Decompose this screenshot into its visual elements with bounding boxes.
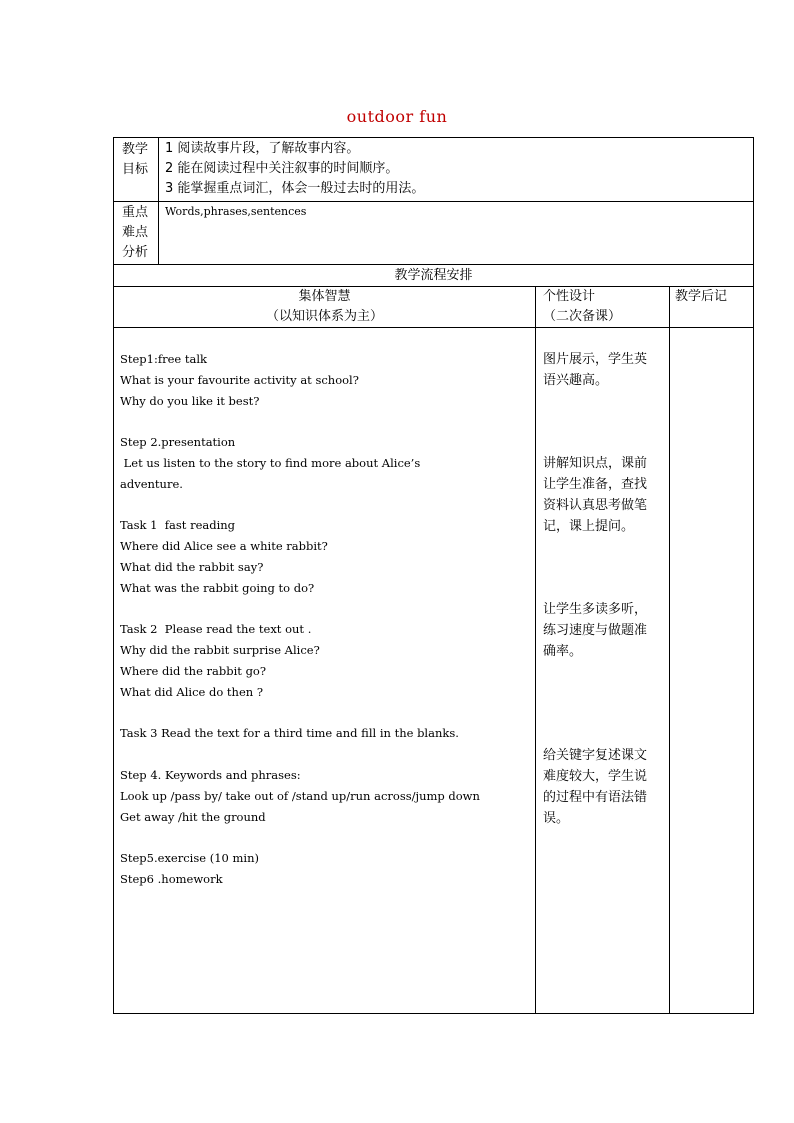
col-header-line: （二次备课） — [543, 309, 622, 324]
step-line: Where did Alice see a white rabbit? — [120, 539, 328, 554]
col-divider — [535, 286, 536, 1013]
note-line: 资料认真思考做笔 — [543, 498, 648, 513]
note-group — [543, 349, 667, 391]
step-line: Step5.exercise (10 min) — [120, 851, 259, 866]
objective-item: 2 能在阅读过程中关注叙事的时间顺序。 — [165, 161, 399, 176]
step-line: Look up /pass by/ take out of /stand up/run across/jump down — [120, 788, 480, 803]
blank-line — [120, 599, 532, 620]
key-points-label-line: 重点 — [121, 205, 148, 220]
blank-line — [120, 703, 532, 724]
objective-item: 3 能掌握重点词汇，体会一般过去时的用法。 — [165, 181, 425, 196]
step-line: Task 2 Please read the text out . — [120, 622, 312, 637]
objectives-label-line: 目标 — [121, 162, 148, 177]
note-group — [543, 745, 667, 829]
blank-line — [120, 495, 532, 516]
notes-block — [543, 349, 667, 391]
col-divider — [669, 286, 670, 1013]
note-line: 图片展示，学生英 — [543, 352, 648, 367]
note-line: 的过程中有语法错 — [543, 790, 648, 805]
objectives-label-line: 教学 — [121, 142, 148, 157]
col-personal-header — [543, 287, 621, 327]
step-line: Step 2.presentation — [120, 435, 236, 450]
note-line: 讲解知识点，课前 — [543, 456, 648, 471]
note-line: 记，课上提问。 — [543, 519, 635, 534]
note-line: 难度较大，学生说 — [543, 769, 648, 784]
col-header-line: 集体智慧 — [298, 289, 351, 304]
note-line: 让学生多读多听， — [543, 602, 648, 617]
blank-line — [120, 827, 532, 848]
row-divider — [114, 327, 753, 328]
step-line: Why did the rabbit surprise Alice? — [120, 643, 320, 658]
key-points-label-line: 难点 — [121, 225, 148, 240]
col-header-line: 个性设计 — [543, 289, 596, 304]
col-collective-header — [114, 287, 535, 327]
notes-block — [543, 745, 667, 829]
step-line: Step1:free talk — [120, 352, 208, 366]
step-line: adventure. — [120, 476, 183, 491]
lesson-plan-table — [113, 137, 754, 1014]
objective-item: 1 阅读故事片段，了解故事内容。 — [165, 141, 360, 156]
step-line: What did Alice do then ? — [120, 684, 263, 699]
key-points-label — [120, 203, 150, 263]
document-title: outdoor fun — [346, 107, 448, 126]
col-reflection-header: 教学后记 — [675, 289, 728, 304]
step-line: Where did the rabbit go? — [120, 663, 267, 678]
note-line: 语兴趣高。 — [543, 373, 609, 388]
step-line: Step 4. Keywords and phrases: — [120, 767, 301, 782]
note-line: 给关键字复述课文 — [543, 748, 648, 763]
teaching-steps — [120, 349, 532, 890]
note-line: 误。 — [543, 811, 570, 826]
col-divider — [158, 138, 159, 264]
step-line: What was the rabbit going to do? — [120, 580, 315, 595]
step-line: Task 1 fast reading — [120, 518, 236, 533]
objectives-list — [165, 139, 424, 199]
step-line: Task 3 Read the text for a third time and fill in the blanks. — [120, 726, 459, 741]
row-divider — [114, 264, 753, 265]
notes-block — [543, 599, 667, 662]
note-line: 让学生准备，查找 — [543, 477, 648, 492]
step-line: Step6 .homework — [120, 871, 223, 886]
blank-line — [120, 744, 532, 765]
step-line: What did the rabbit say? — [120, 559, 264, 574]
note-line: 确率。 — [543, 644, 583, 659]
objectives-label — [120, 140, 150, 180]
col-header-line: （以知识体系为主） — [265, 309, 383, 324]
key-points-label-line: 分析 — [121, 245, 148, 260]
note-line: 练习速度与做题准 — [543, 623, 648, 638]
note-group — [543, 453, 667, 537]
step-line: Let us listen to the story to find more about Alice’s — [120, 455, 421, 470]
step-line: Get away /hit the ground — [120, 809, 266, 824]
note-group — [543, 599, 667, 662]
notes-block — [543, 453, 667, 537]
blank-line — [120, 411, 532, 432]
row-divider — [114, 201, 753, 202]
step-line: What is your favourite activity at school? — [120, 372, 359, 387]
flow-header: 教学流程安排 — [394, 268, 473, 283]
step-line: Why do you like it best? — [120, 393, 260, 408]
key-points-content: Words,phrases,sentences — [165, 205, 307, 218]
